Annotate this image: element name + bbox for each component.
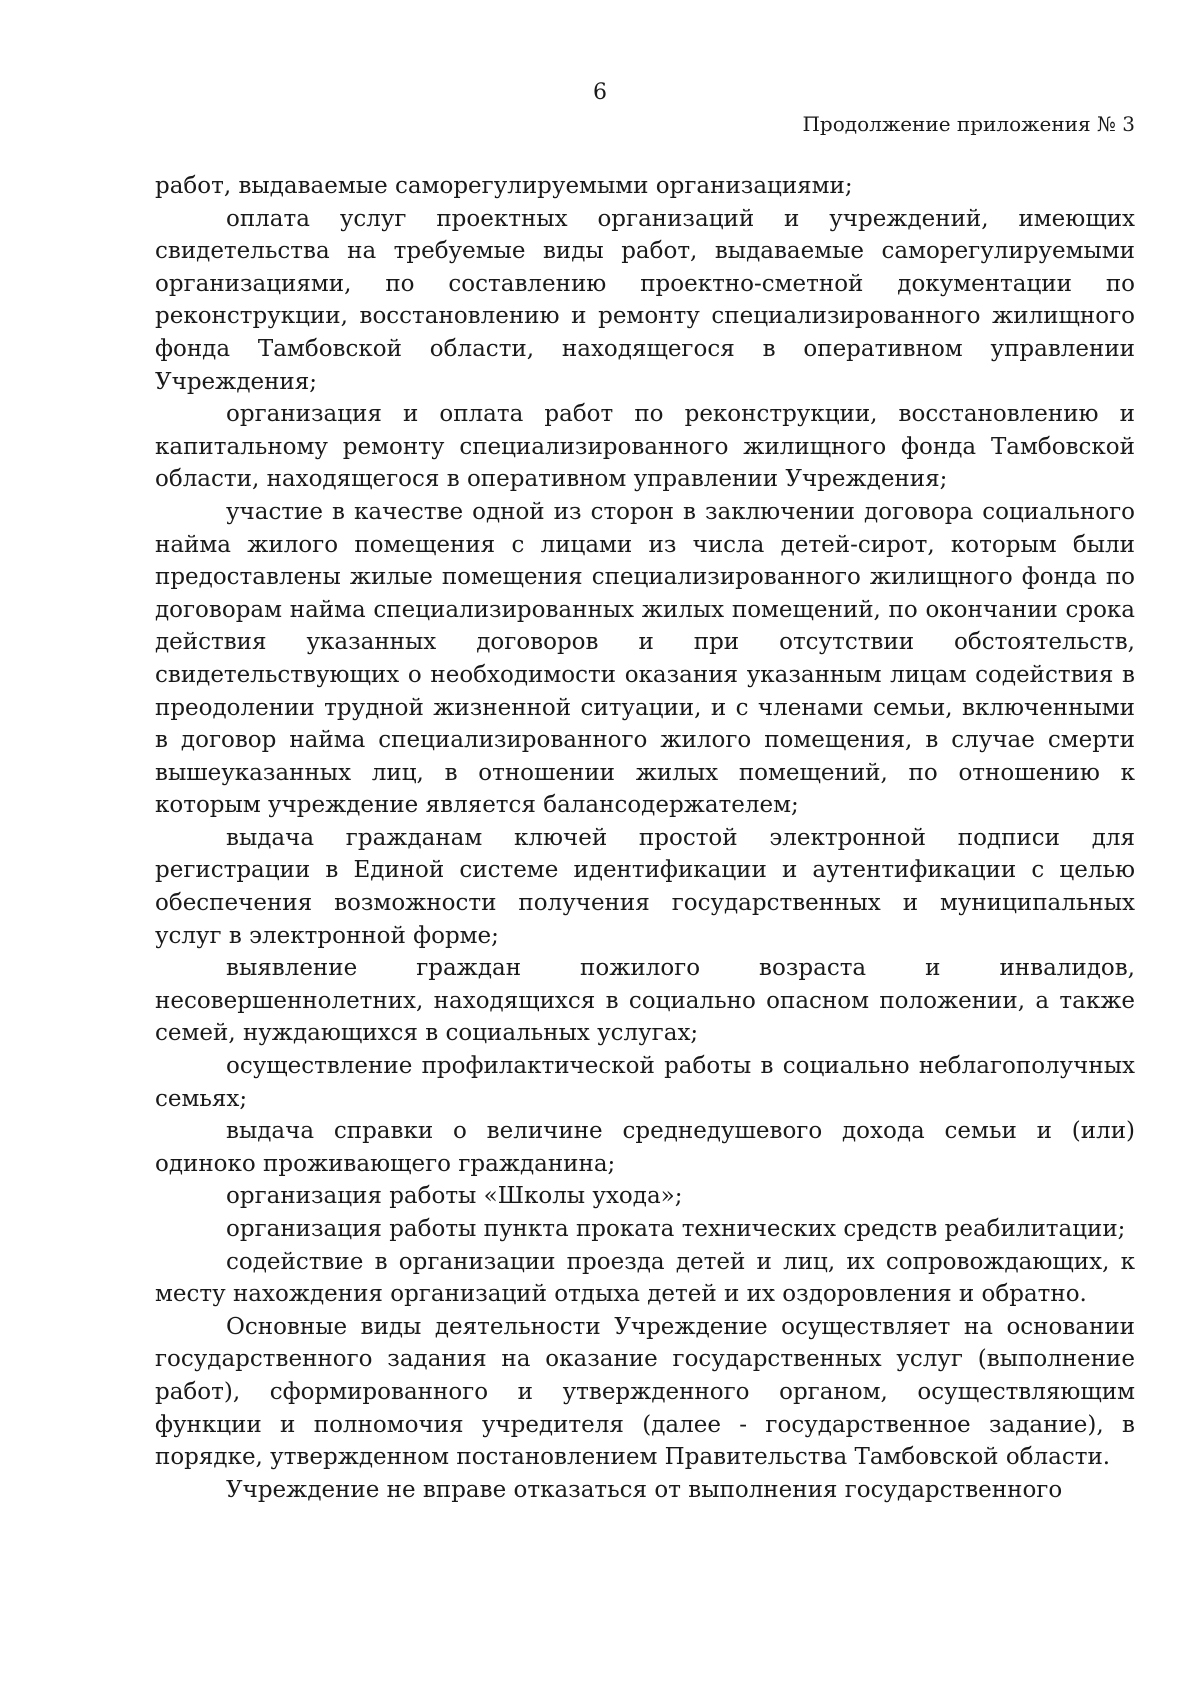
paragraph: организация работы «Школы ухода»; <box>226 1183 683 1210</box>
paragraph: содействие в организации проезда детей и лиц, их сопровождающих, к месту нахождения организаций отдыха детей и их оздоровления и обратно. <box>155 1248 1135 1308</box>
paragraph: осуществление профилактической работы в социально неблагополучных семьях; <box>155 1053 1135 1112</box>
paragraph: работ, выдаваемые саморегулируемыми организациями; <box>155 173 853 199</box>
appendix-continuation-label: Продолжение приложения № 3 <box>802 112 1135 136</box>
paragraph: выдача справки о величине среднедушевого дохода семьи и (или) одиноко проживающего гражданина; <box>155 1118 1135 1177</box>
page-number: 6 <box>593 80 607 105</box>
paragraph: организация работы пункта проката технических средств реабилитации; <box>226 1216 1126 1242</box>
document-body <box>155 170 1135 1506</box>
paragraph: участие в качестве одной из сторон в заключении договора социального найма жилого помещения с лицами из числа детей-сирот, которым были предоставлены жилые помещения специализированного жилищного фонда по договорам найма специализированных жилых помещений, по окончании срока действия указанных договоров и при отсутствии обстоятельств, свидетельствующих о необходимости оказания указанным лицам содействия в преодолении трудной жизненной ситуации, и с членами семьи, включенными в договор найма специализированного жилого помещения, в случае смерти вышеуказанных лиц, в отношении жилых помещений, по отношению к которым учреждение является балансодержателем; <box>155 498 1135 819</box>
paragraph: выдача гражданам ключей простой электронной подписи для регистрации в Единой системе идентификации и аутентификации с целью обеспечения возможности получения государственных и муниципальных услуг в электронной форме; <box>155 824 1135 949</box>
paragraph: Учреждение не вправе отказаться от выполнения государственного <box>226 1476 1063 1503</box>
paragraph: Основные виды деятельности Учреждение осуществляет на основании государственного задания на оказание государственных услуг (выполнение работ), сформированного и утвержденного органом, осуществляющим функции и полномочия учредителя (далее - государственное задание), в порядке, утвержденном постановлением Правительства Тамбовской области. <box>155 1313 1135 1471</box>
paragraph: оплата услуг проектных организаций и учреждений, имеющих свидетельства на требуемые виды работ, выдаваемые саморегулируемыми организациями, по составлению проектно-сметной документации по реконструкции, восстановлению и ремонту специализированного жилищного фонда Тамбовской области, находящегося в оперативном управлении Учреждения; <box>155 205 1135 395</box>
paragraph: выявление граждан пожилого возраста и инвалидов, несовершеннолетних, находящихся в социально опасном положении, а также семей, нуждающихся в социальных услугах; <box>155 955 1135 1047</box>
paragraph: организация и оплата работ по реконструкции, восстановлению и капитальному ремонту специализированного жилищного фонда Тамбовской области, находящегося в оперативном управлении Учреждения; <box>155 401 1135 493</box>
